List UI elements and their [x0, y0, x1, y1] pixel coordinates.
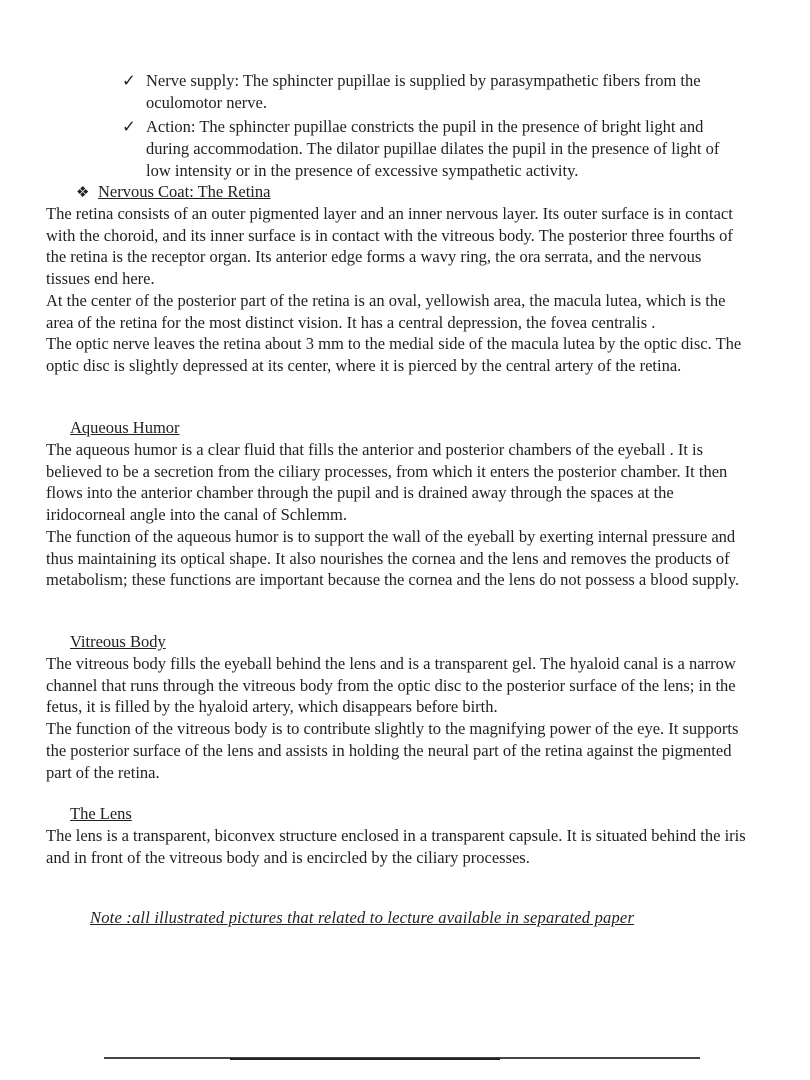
lens-heading: The Lens: [70, 804, 132, 823]
vitreous-heading-row: [70, 631, 746, 653]
bullet-nerve-supply: [122, 70, 742, 114]
bullet-action: [122, 116, 742, 182]
vitreous-paragraph: The vitreous body fills the eyeball behind the lens and is a transparent gel. The hyaloid canal is a narrow channel that runs through the vitreous body from the optic disc to the posterior surface of the lens; in the fetus, it is filled by the hyaloid artery, which disappears before birth.: [46, 654, 736, 717]
diamond-bullet-icon: ❖: [76, 185, 90, 201]
bullet-text: Action: The sphincter pupillae constricts the pupil in the presence of bright light and during accommodation. The dilator pupillae dilates the pupil in the presence of light of low intensity or in the presence of excessive sympathetic activity.: [146, 117, 720, 180]
aqueous-paragraph: The aqueous humor is a clear fluid that fills the anterior and posterior chambers of the eyeball . It is believed to be a secretion from the ciliary processes, from which it enters the posterior chamber. It then flows into the anterior chamber through the pupil and is drained away through the spaces at the iridocorneal angle into the canal of Schlemm.: [46, 440, 728, 525]
aqueous-heading-row: [70, 417, 746, 439]
aqueous-heading: Aqueous Humor: [70, 418, 180, 437]
aqueous-paragraph: The function of the aqueous humor is to support the wall of the eyeball by exerting internal pressure and thus maintaining its optical shape. It also nourishes the cornea and the lens and removes the products of metabolism; these functions are important because the cornea and the lens do not possess a blood supply.: [46, 526, 740, 590]
bullet-text: Nerve supply: The sphincter pupillae is supplied by parasympathetic fibers from the oculomotor nerve.: [146, 71, 701, 112]
lens-paragraph: The lens is a transparent, biconvex structure enclosed in a transparent capsule. It is situated behind the iris and in front of the vitreous body and is encircled by the ciliary processes.: [46, 826, 746, 867]
lens-heading-row: [70, 803, 746, 825]
vitreous-paragraph: The function of the vitreous body is to contribute slightly to the magnifying power of the eye. It supports the posterior surface of the lens and assists in holding the neural part of the retina against the pigmented part of the retina.: [46, 719, 739, 782]
lens-section: [46, 803, 746, 868]
vitreous-section: [46, 631, 746, 783]
retina-heading-row: [76, 181, 746, 203]
retina-paragraph: The optic nerve leaves the retina about 3 mm to the medial side of the macula lutea by the optic disc. The optic disc is slightly depressed at its center, where it is pierced by the central artery of the retina.: [46, 334, 742, 375]
checkmark-icon: ✓: [122, 117, 136, 136]
vitreous-heading: Vitreous Body: [70, 632, 166, 651]
retina-paragraph: The retina consists of an outer pigmented layer and an inner nervous layer. Its outer surface is in contact with the choroid, and its inner surface is in contact with the vitreous body. The posterior three fourths of the retina is the receptor organ. Its anterior edge forms a wavy ring, the ora serrata, and the nervous tissues end here.: [46, 204, 733, 289]
note-line: Note :all illustrated pictures that related to lecture available in separated paper: [90, 908, 635, 927]
footer-rule-thick: [230, 1058, 500, 1060]
retina-heading: Nervous Coat: The Retina: [98, 182, 271, 201]
retina-paragraph: At the center of the posterior part of the retina is an oval, yellowish area, the macula lutea, which is the area of the retina for the most distinct vision. It has a central depression, the fovea centralis .: [46, 290, 726, 332]
checkmark-icon: ✓: [122, 71, 136, 90]
aqueous-section: [46, 417, 746, 591]
retina-section: [46, 181, 746, 377]
